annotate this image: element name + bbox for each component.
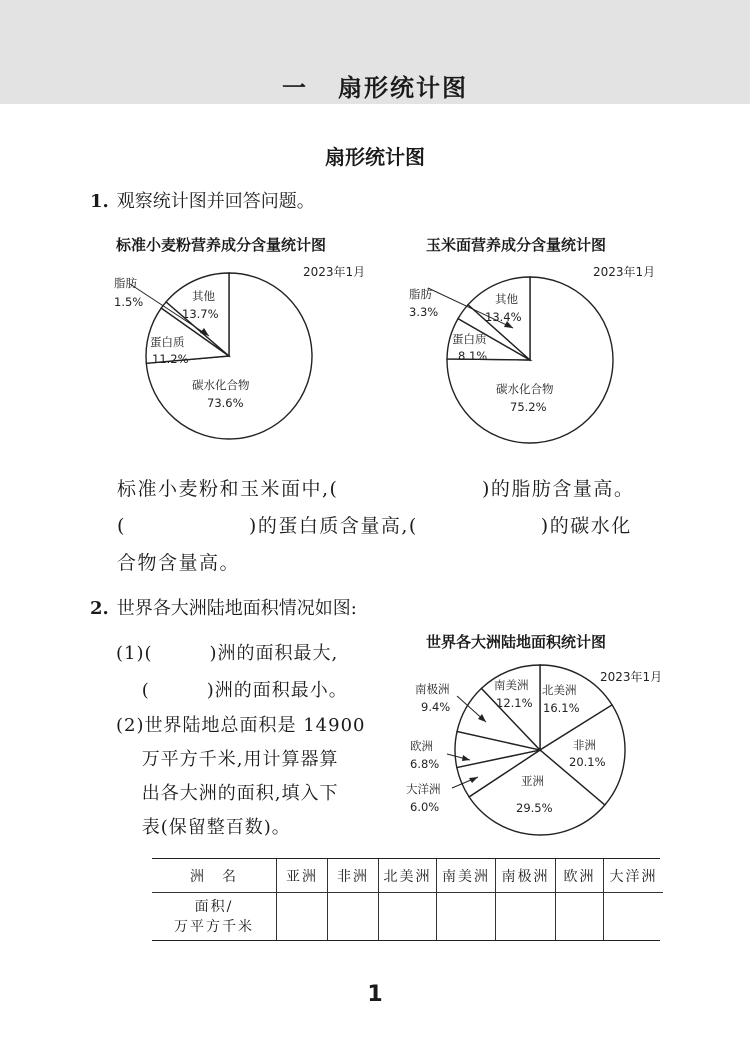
table-header-cell: 北美洲 (379, 859, 437, 893)
table-header-cell: 南极洲 (496, 859, 556, 893)
slice-label: 脂肪 (409, 287, 432, 301)
slice-label: 其他 (192, 289, 215, 303)
table-header-cell: 非洲 (328, 859, 379, 893)
q2-sub-line: ( )洲的面积最小。 (116, 680, 348, 701)
slice-value: 9.4% (421, 700, 451, 714)
slice-value: 13.7% (182, 307, 219, 321)
slice-value: 6.8% (410, 757, 440, 771)
section-title: 扇形统计图 (325, 145, 425, 169)
answer-cell[interactable] (556, 893, 604, 941)
answer-cell[interactable] (437, 893, 496, 941)
slice-label: 大洋洲 (406, 782, 441, 796)
q2-sub-line: (1)( )洲的面积最大, (116, 643, 339, 664)
answer-cell[interactable] (496, 893, 556, 941)
chapter-number: 一 (282, 74, 308, 102)
table-header-cell: 亚洲 (277, 859, 328, 893)
slice-label: 其他 (495, 292, 518, 306)
table-bottom-rule (152, 940, 660, 941)
pie-chart-wheat (100, 260, 400, 450)
slice-value: 11.2% (152, 352, 189, 366)
chart-title-corn: 玉米面营养成分含量统计图 (426, 236, 607, 254)
table-row (152, 893, 663, 941)
slice-value: 12.1% (496, 696, 533, 710)
slice-value: 20.1% (569, 755, 606, 769)
question-1-number: 1. (90, 191, 109, 212)
question-2-number: 2. (90, 598, 109, 619)
slice-label: 北美洲 (542, 683, 577, 697)
slice-label: 亚洲 (521, 774, 544, 788)
table-header-cell: 欧洲 (556, 859, 604, 893)
answer-cell[interactable] (328, 893, 379, 941)
question-2-prompt: 世界各大洲陆地面积情况如图: (116, 598, 357, 619)
slice-value: 8.1% (458, 349, 488, 363)
slice-label: 碳水化合物 (496, 382, 554, 396)
q2-sub-line: 万平方千米,用计算器算 (116, 749, 339, 770)
q2-sub-line: 表(保留整百数)。 (116, 817, 291, 838)
q1-answer-line-1: 标准小麦粉和玉米面中,( )的脂肪含量高。 (117, 478, 635, 500)
slice-label: 欧洲 (410, 739, 433, 753)
chapter-title (0, 68, 750, 103)
slice-value: 16.1% (543, 701, 580, 715)
chart-date: 2023年1月 (600, 670, 663, 684)
table-header-cell: 洲 名 (152, 859, 277, 893)
table-header-row (152, 859, 663, 893)
q1-answer-line-3: 合物含量高。 (117, 552, 241, 574)
table-header-cell: 大洋洲 (604, 859, 664, 893)
area-table (152, 859, 663, 940)
slice-value: 1.5% (114, 295, 144, 309)
slice-label: 蛋白质 (150, 335, 185, 349)
slice-value: 3.3% (409, 305, 439, 319)
chapter-title-text: 扇形统计图 (338, 74, 468, 102)
table-header-cell: 南美洲 (437, 859, 496, 893)
q2-sub-line: (2)世界陆地总面积是 14900 (116, 715, 366, 736)
answer-cell[interactable] (277, 893, 328, 941)
slice-label: 非洲 (573, 738, 596, 752)
chart-title-continents: 世界各大洲陆地面积统计图 (426, 633, 607, 651)
slice-value: 73.6% (207, 396, 244, 410)
q2-sub-line: 出各大洲的面积,填入下 (116, 783, 339, 804)
row-label-line: 万平方千米 (174, 918, 254, 935)
answer-cell[interactable] (379, 893, 437, 941)
chart-title-wheat: 标准小麦粉营养成分含量统计图 (116, 236, 327, 254)
slice-value: 13.4% (485, 310, 522, 324)
question-2 (90, 594, 357, 620)
pie-chart-continents (400, 660, 670, 840)
table-row-label (152, 893, 277, 941)
question-1-prompt: 观察统计图并回答问题。 (116, 191, 315, 212)
answer-cell[interactable] (604, 893, 664, 941)
question-1 (90, 187, 315, 213)
page-number: 1 (367, 982, 383, 1007)
row-label-line: 面积/ (194, 898, 234, 915)
slice-value: 29.5% (516, 801, 553, 815)
q1-answer-line-2: ( )的蛋白质含量高,( )的碳水化 (117, 515, 632, 537)
slice-label: 南极洲 (415, 682, 450, 696)
slice-label: 南美洲 (494, 678, 529, 692)
chart-date: 2023年1月 (593, 265, 656, 279)
chart-date: 2023年1月 (303, 265, 366, 279)
slice-value: 75.2% (510, 400, 547, 414)
slice-value: 6.0% (410, 800, 440, 814)
pie-chart-corn (400, 260, 700, 450)
slice-label: 脂肪 (114, 276, 137, 290)
slice-label: 蛋白质 (452, 332, 487, 346)
slice-label: 碳水化合物 (192, 378, 250, 392)
